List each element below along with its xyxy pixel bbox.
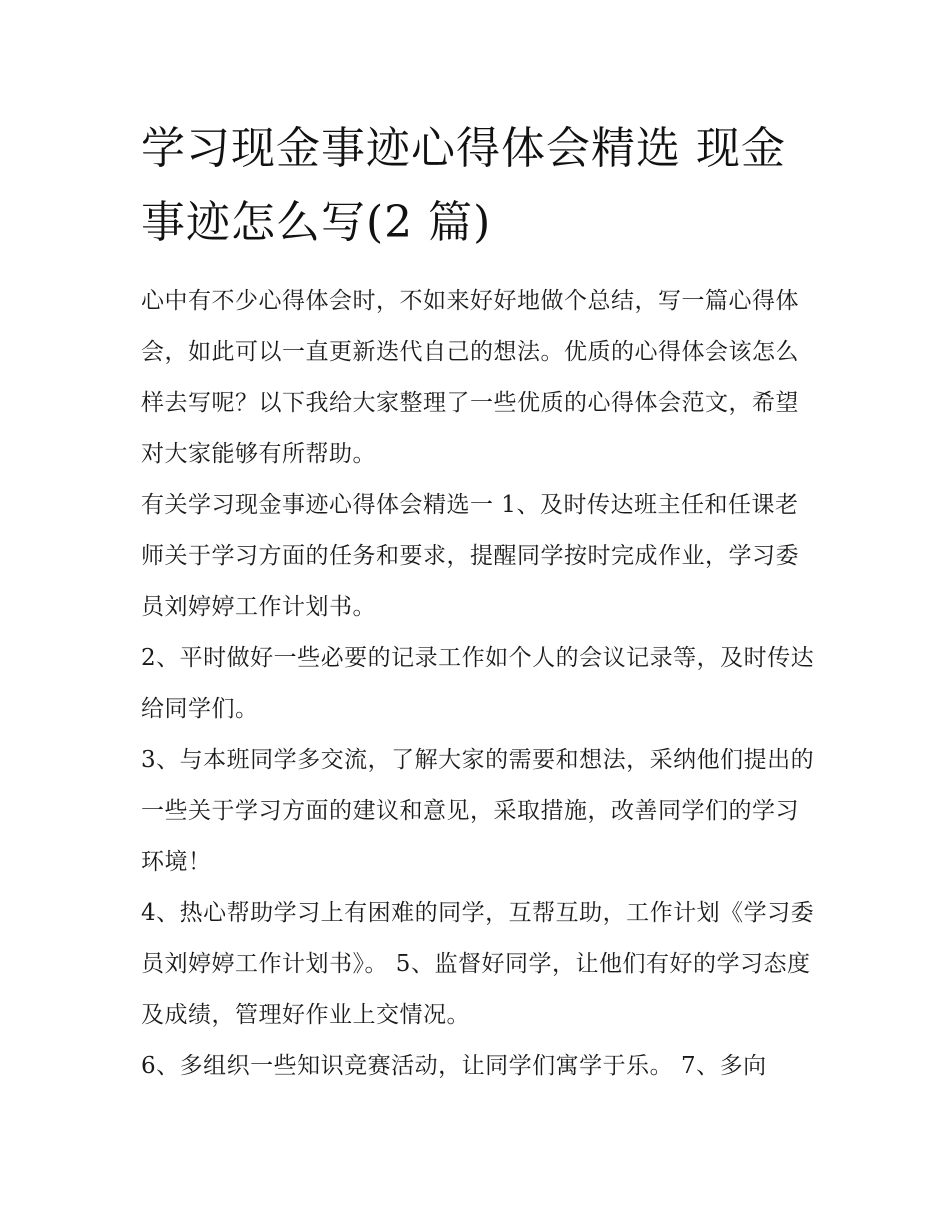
paragraph-item-4-5: 4、热心帮助学习上有困难的同学，互帮互助，工作计划《学习委员刘婷婷工作计划书》。 5、监督好同学，让他们有好的学习态度及成绩，管理好作业上交情况。 xyxy=(141,900,815,1028)
document-title: 学习现金事迹心得体会精选 现金事迹怎么写(2 篇) xyxy=(141,123,786,248)
paragraph-intro: 心中有不少心得体会时，不如来好好地做个总结，写一篇心得体会，如此可以一直更新迭代自己的想法。优质的心得体会该怎么样去写呢？以下我给大家整理了一些优质的心得体会范文，希望对大家能够有所帮助。 xyxy=(141,288,799,467)
document-body xyxy=(141,276,821,1092)
paragraph-item-2: 2、平时做好一些必要的记录工作如个人的会议记录等，及时传达给同学们。 xyxy=(141,645,815,722)
paragraph-item-1: 有关学习现金事迹心得体会精选一 1、及时传达班主任和任课老师关于学习方面的任务和要求，提醒同学按时完成作业，学习委员刘婷婷工作计划书。 xyxy=(141,492,799,620)
paragraph-item-6-7: 6、多组织一些知识竞赛活动，让同学们寓学于乐。 7、多向 xyxy=(141,1053,767,1079)
paragraph-item-3: 3、与本班同学多交流，了解大家的需要和想法，采纳他们提出的一些关于学习方面的建议和意见，采取措施，改善同学们的学习环境！ xyxy=(141,747,815,875)
